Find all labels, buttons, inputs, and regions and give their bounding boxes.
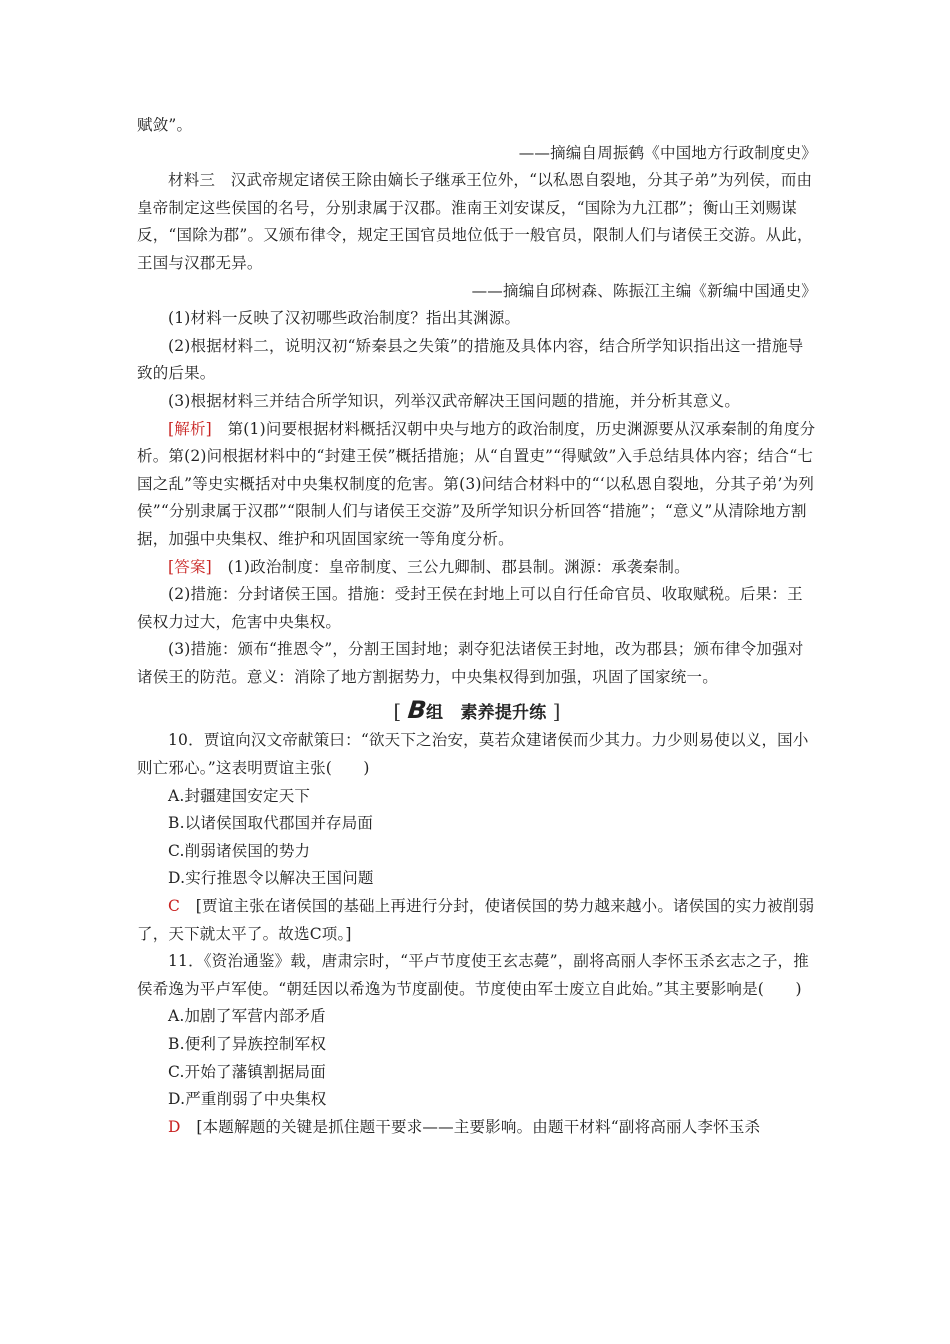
question-1: (1)材料一反映了汉初哪些政治制度？指出其渊源。 [168,309,521,328]
q10-option-b: B.以诸侯国取代郡国并存局面 [168,814,374,833]
q10-explanation: [贾谊主张在诸侯国的基础上再进行分封，使诸侯国的势力越来越小。诸侯国的实力被削弱了，天下就太平了。故选C项。] [137,897,815,943]
q11-option-b: B.便利了异族控制军权 [168,1035,327,1053]
answer-1 [137,554,817,582]
question-10: 10．贾谊向汉文帝献策曰：“欲天下之治安，莫若众建诸侯而少其力。力少则易使以义，国小则亡邪心。”这表明贾谊主张( ) [137,731,809,778]
document-page [137,112,817,1141]
material-three: 材料三 汉武帝规定诸侯王除由嫡长子继承王位外，“以私恩自裂地，分其子弟”为列侯，而由皇帝制定这些侯国的名号，分别隶属于汉郡。淮南王刘安谋反，“国除为九江郡”；衡山王刘赐谋反，“国除为郡”。又颁布律令，规定王国官员地位低于一般官员，限制人们与诸侯王交游。从此，王国与汉郡无异。 [137,171,813,272]
answer-tag: [答案] [168,557,212,576]
source-citation-1: ——摘编自周振鹤《中国地方行政制度史》 [518,143,817,162]
text-line: 赋敛”。 [137,116,193,134]
analysis-paragraph [137,416,817,554]
source-citation-2: ——摘编自邱树森、陈振江主编《新编中国通史》 [471,281,817,300]
heading-title: 组 素养提升练 [426,703,547,724]
section-heading-b [137,695,817,725]
question-2: (2)根据材料二，说明汉初“矫秦县之失策”的措施及具体内容，结合所学知识指出这一措施导致的后果。 [137,336,804,383]
q10-option-d: D.实行推恩令以解决王国问题 [168,869,374,888]
analysis-text: 第(1)问要根据材料概括汉朝中央与地方的政治制度，历史渊源要从汉承秦制的角度分析。第(2)问根据材料中的“封建王侯”概括措施；从“自置吏”“得赋敛”入手总结具体内容；结合“七国之乱”等史实概括对中央集权制度的危害。第(3)问结合材料中的“‘以私恩自裂地，分其子弟’为列侯”“分别隶属于汉郡”“限制人们与诸侯王交游”及所学知识分析回答“措施”；“意义”从清除地方割据，加强中央集权、维护和巩固国家统一等角度分析。 [137,419,816,548]
heading-bracket-open: [ [393,699,402,724]
q10-answer-letter: C [168,897,181,916]
question-11: 11．《资治通鉴》载，唐肃宗时，“平卢节度使王玄志薨”，副将高丽人李怀玉杀玄志之子，推侯希逸为平卢军使。“朝廷因以希逸为节度副使。节度使由军士废立自此始。”其主要影响是( ) [137,952,809,998]
heading-letter-b: B [406,696,428,725]
heading-bracket-close: ] [552,699,561,724]
q11-answer-letter: D [168,1117,181,1136]
question-3: (3)根据材料三并结合所学知识，列举汉武帝解决王国问题的措施，并分析其意义。 [168,391,741,410]
q10-answer [137,893,817,948]
q11-answer [137,1114,817,1142]
q11-option-d: D.严重削弱了中央集权 [168,1090,327,1109]
q11-option-c: C.开始了藩镇割据局面 [168,1062,326,1081]
q10-option-a: A.封疆建国安定天下 [168,786,311,805]
answer-3: (3)措施：颁布“推恩令”，分割王国封地；剥夺犯法诸侯王封地，改为郡县；颁布律令加强对诸侯王的防范。意义：消除了地方割据势力，中央集权得到加强，巩固了国家统一。 [137,640,804,686]
q10-option-c: C.削弱诸侯国的势力 [168,841,311,860]
analysis-tag: [解析] [168,419,212,438]
answer-2: (2)措施：分封诸侯王国。措施：受封王侯在封地上可以自行任命官员、收取赋税。后果：王侯权力过大，危害中央集权。 [137,585,803,631]
answer-1-text: (1)政治制度：皇帝制度、三公九卿制、郡县制。渊源：承袭秦制。 [227,557,690,576]
q11-explanation: [本题解题的关键是抓住题干要求——主要影响。由题干材料“副将高丽人李怀玉杀 [196,1117,761,1136]
q11-option-a: A.加剧了军营内部矛盾 [168,1007,326,1026]
